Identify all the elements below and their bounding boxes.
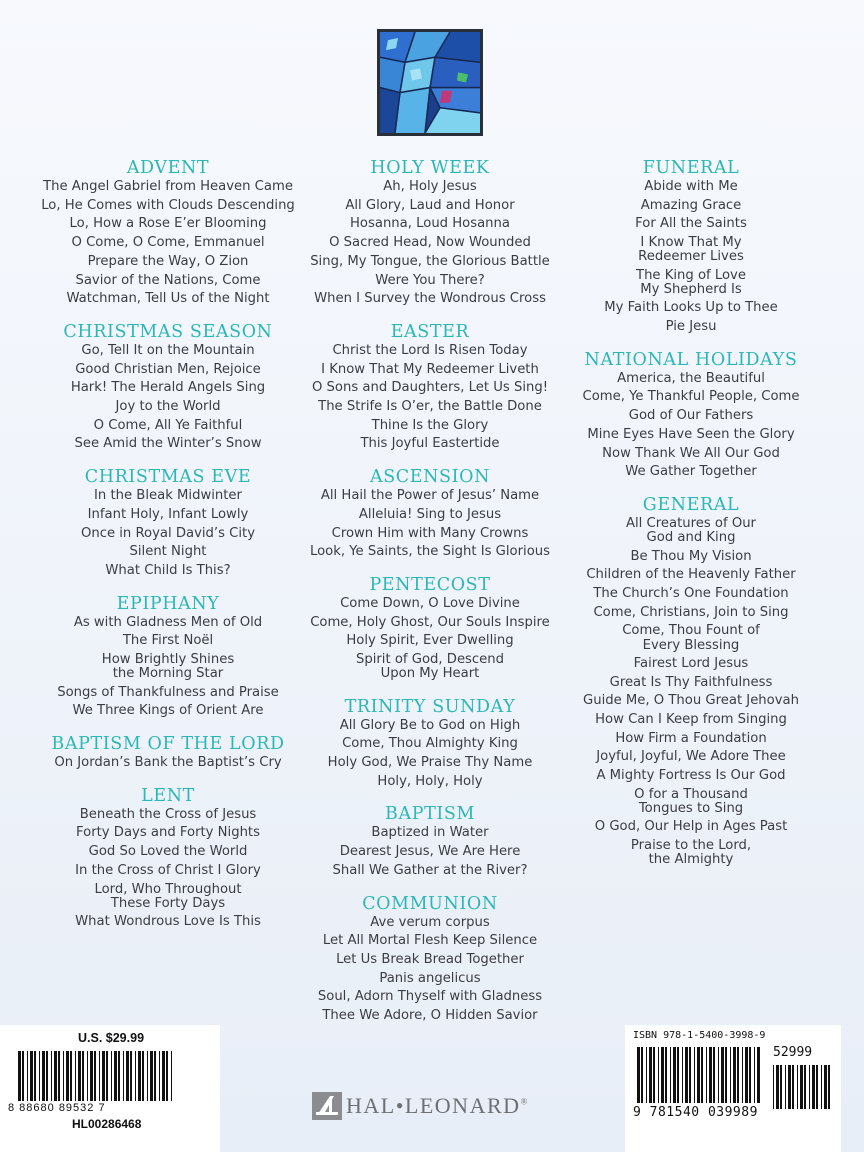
hymn-title: We Gather Together <box>625 464 757 480</box>
hymn-title: Silent Night <box>129 544 207 560</box>
section-heading: GENERAL <box>642 494 740 515</box>
hymn-title: Come, Thou Almighty King <box>342 736 518 752</box>
hymn-title: Be Thou My Vision <box>630 548 752 564</box>
hymn-title: The King of Love My Shepherd Is <box>636 267 746 297</box>
hymn-title: Thine Is the Glory <box>371 417 489 433</box>
hymn-title: Come, Christians, Join to Sing <box>593 604 789 620</box>
hymn-title: Lord, Who Throughout These Forty Days <box>94 881 242 911</box>
hymn-title: We Three Kings of Orient Are <box>72 703 264 719</box>
hymn-title: Holy Spirit, Ever Dwelling <box>346 633 514 649</box>
hymn-title: Dearest Jesus, We Are Here <box>339 844 521 860</box>
hymn-title: Songs of Thankfulness and Praise <box>57 684 279 700</box>
section-heading: CHRISTMAS SEASON <box>63 321 273 342</box>
section <box>290 697 570 792</box>
hymn-title: As with Gladness Men of Old <box>73 614 263 630</box>
price-label: U.S. $29.99 <box>78 1031 145 1045</box>
hymn-title: Come Down, O Love Divine <box>340 595 520 611</box>
hymn-title: Watchman, Tell Us of the Night <box>66 291 270 307</box>
hymn-title: Lo, How a Rose E’er Blooming <box>69 216 267 232</box>
hymn-title: Were You There? <box>375 272 485 288</box>
section-heading: PENTECOST <box>369 574 491 595</box>
hymn-title: Children of the Heavenly Father <box>586 567 796 583</box>
hymn-title: This Joyful Eastertide <box>360 436 500 452</box>
hymn-title: Spirit of God, Descend Upon My Heart <box>355 652 505 682</box>
item-number: HL00286468 <box>72 1117 142 1131</box>
section-heading: CHRISTMAS EVE <box>84 467 252 488</box>
column-2 <box>290 158 570 1039</box>
hymn-title: Now Thank We All Our God <box>602 445 780 461</box>
hymn-title: Sing, My Tongue, the Glorious Battle <box>310 253 550 269</box>
hymn-title: O God, Our Help in Ages Past <box>594 819 788 835</box>
upc-barcode-panel <box>0 1025 220 1152</box>
section-heading: ADVENT <box>126 158 210 178</box>
hymn-title: All Glory, Laud and Honor <box>345 197 515 213</box>
hymn-title: Let Us Break Bread Together <box>336 951 524 967</box>
hymn-title: On Jordan’s Bank the Baptist’s Cry <box>54 755 282 771</box>
hymn-title: The Strife Is O’er, the Battle Done <box>318 399 542 415</box>
hymn-title: I Know That My Redeemer Lives <box>638 235 744 265</box>
hymn-title: Abide with Me <box>644 179 738 194</box>
hymn-title: Come, Ye Thankful People, Come <box>582 389 800 405</box>
hymn-title: Lo, He Comes with Clouds Descending <box>41 197 295 213</box>
section-heading: EASTER <box>390 321 470 342</box>
isbn-digits: 9 781540 039989 <box>633 1105 758 1120</box>
hymn-title: Joyful, Joyful, We Adore Thee <box>596 749 786 765</box>
hymn-title: I Know That My Redeemer Liveth <box>321 361 539 377</box>
section-heading: FUNERAL <box>642 158 740 178</box>
section-heading: TRINITY SUNDAY <box>344 696 516 717</box>
hymn-title: O Come, All Ye Faithful <box>93 417 243 433</box>
hymn-title: America, the Beautiful <box>617 370 765 386</box>
hymn-title: Come, Holy Ghost, Our Souls Inspire <box>310 614 550 630</box>
section <box>290 322 570 454</box>
price-code: 52999 <box>773 1045 813 1060</box>
hymn-title: How Firm a Foundation <box>615 730 767 746</box>
hymn-title: Great Is Thy Faithfulness <box>609 674 773 690</box>
hymn-title: Beneath the Cross of Jesus <box>79 806 257 822</box>
hymn-title: Infant Holy, Infant Lowly <box>87 506 249 522</box>
upc-barcode-icon <box>18 1051 178 1103</box>
stained-glass-icon <box>377 29 483 136</box>
section-heading: ASCENSION <box>369 467 491 488</box>
hymn-title: The Church’s One Foundation <box>593 585 789 601</box>
hymn-title: Alleluia! Sing to Jesus <box>358 506 502 522</box>
section <box>571 158 811 337</box>
hymn-title: Holy, Holy, Holy <box>377 773 483 789</box>
section <box>290 804 570 880</box>
section-heading: COMMUNION <box>362 893 498 914</box>
column-3 <box>571 158 811 883</box>
hymn-title: Let All Mortal Flesh Keep Silence <box>322 933 538 949</box>
hymn-title: All Glory Be to God on High <box>339 717 521 733</box>
section <box>28 158 308 309</box>
hymn-title: Joy to the World <box>115 399 221 415</box>
hymn-title: All Hail the Power of Jesus’ Name <box>320 488 540 504</box>
hymn-title: O Sacred Head, Now Wounded <box>329 235 531 251</box>
isbn-label: ISBN 978-1-5400-3998-9 <box>633 1030 766 1041</box>
hymn-title: O for a Thousand Tongues to Sing <box>634 786 748 817</box>
section-heading: HOLY WEEK <box>370 158 490 178</box>
price-barcode-icon <box>773 1065 833 1109</box>
hymn-title: Guide Me, O Thou Great Jehovah <box>583 693 799 709</box>
section <box>28 322 308 454</box>
hymn-title: Ah, Holy Jesus <box>383 179 477 194</box>
hymn-title: A Mighty Fortress Is Our God <box>596 768 786 784</box>
hymn-title: Come, Thou Fount of Every Blessing <box>622 623 760 653</box>
section <box>28 594 308 721</box>
section <box>571 495 811 870</box>
hymn-title: When I Survey the Wondrous Cross <box>314 291 546 307</box>
hymn-title: Thee We Adore, O Hidden Savior <box>322 1008 538 1024</box>
hymn-title: What Wondrous Love Is This <box>75 914 261 930</box>
hymn-title: In the Bleak Midwinter <box>94 488 242 504</box>
hymn-title: Soul, Adorn Thyself with Gladness <box>317 989 543 1005</box>
publisher-name: HAL•LEONARD® <box>346 1093 529 1118</box>
isbn-barcode-panel <box>625 1025 841 1152</box>
section-heading: LENT <box>141 785 195 806</box>
column-1 <box>28 158 308 945</box>
hymn-title: How Brightly Shines the Morning Star <box>101 652 235 682</box>
publisher-logo <box>312 1088 529 1124</box>
section <box>28 786 308 932</box>
hymn-title: Look, Ye Saints, the Sight Is Glorious <box>309 544 551 560</box>
hymn-title: Good Christian Men, Rejoice <box>75 361 261 377</box>
hymn-title: O Come, O Come, Emmanuel <box>71 235 265 251</box>
section <box>290 575 570 684</box>
section <box>28 734 308 773</box>
hymn-title: Hark! The Herald Angels Sing <box>70 380 266 396</box>
hymn-title: Fairest Lord Jesus <box>633 655 749 671</box>
hymn-title: Go, Tell It on the Mountain <box>81 342 255 358</box>
isbn-barcode-icon <box>637 1047 765 1103</box>
hymn-title: Baptized in Water <box>371 825 489 841</box>
hymn-title: O Sons and Daughters, Let Us Sing! <box>311 380 549 396</box>
hymn-title: The First Noël <box>122 633 214 649</box>
hymn-title: Hosanna, Loud Hosanna <box>350 216 510 232</box>
hymn-title: Ave verum corpus <box>370 914 490 930</box>
section <box>290 158 570 309</box>
hymn-title: Panis angelicus <box>379 970 481 986</box>
section <box>571 350 811 482</box>
hymn-title: Holy God, We Praise Thy Name <box>327 755 533 771</box>
hymn-title: See Amid the Winter’s Snow <box>74 436 262 452</box>
upc-digits: 8 88680 89532 7 <box>8 1102 106 1114</box>
section-heading: EPIPHANY <box>116 593 220 614</box>
section-heading: NATIONAL HOLIDAYS <box>584 349 798 370</box>
hymn-title: For All the Saints <box>635 216 747 232</box>
section-heading: BAPTISM <box>385 804 475 825</box>
hymn-title: In the Cross of Christ I Glory <box>75 862 261 878</box>
hymn-title: Prepare the Way, O Zion <box>87 253 249 269</box>
hymn-title: Once in Royal David’s City <box>80 525 256 541</box>
hymn-title: What Child Is This? <box>105 562 231 578</box>
hymn-title: God of Our Fathers <box>628 408 754 424</box>
hymn-title: How Can I Keep from Singing <box>595 712 787 728</box>
hymn-title: Forty Days and Forty Nights <box>76 825 260 841</box>
hymn-title: Praise to the Lord, the Almighty <box>630 838 752 868</box>
hymn-title: The Angel Gabriel from Heaven Came <box>43 179 293 194</box>
section <box>28 467 308 581</box>
hymn-title: God So Loved the World <box>88 844 248 860</box>
hymn-title: Pie Jesu <box>665 319 717 334</box>
hymn-title: Amazing Grace <box>640 197 742 213</box>
section-heading: BAPTISM OF THE LORD <box>51 734 285 755</box>
hymn-title: Crown Him with Many Crowns <box>331 525 529 541</box>
hymn-title: Mine Eyes Have Seen the Glory <box>587 426 795 442</box>
hymn-title: Savior of the Nations, Come <box>75 272 261 288</box>
section <box>290 467 570 562</box>
section <box>290 894 570 1026</box>
hymn-title: Christ the Lord Is Risen Today <box>332 342 528 358</box>
hal-leonard-logo-icon <box>312 1090 342 1122</box>
hymn-title: Shall We Gather at the River? <box>332 862 528 878</box>
hymn-title: My Faith Looks Up to Thee <box>604 300 778 316</box>
hymn-title: All Creatures of Our God and King <box>626 515 756 546</box>
